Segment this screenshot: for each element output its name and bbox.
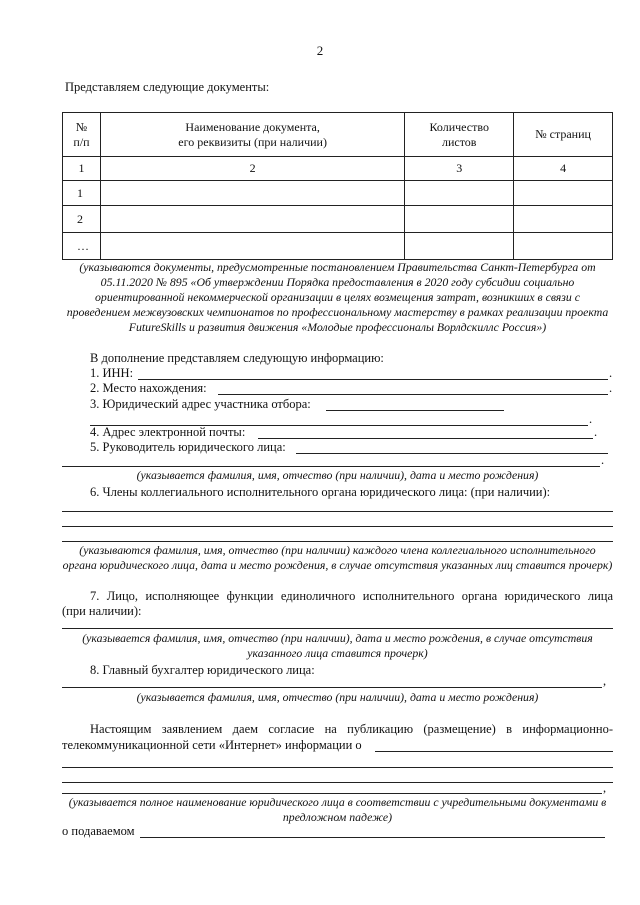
head-label: 5. Руководитель юридического лица:	[90, 440, 286, 454]
accountant-field[interactable]	[62, 687, 602, 688]
table-cell[interactable]	[100, 181, 404, 206]
inn-label: 1. ИНН:	[90, 366, 134, 380]
punctuation: .	[609, 381, 613, 395]
table-cell: 2	[100, 157, 404, 181]
table-cell[interactable]	[100, 233, 404, 260]
inn-field[interactable]	[138, 379, 608, 380]
table-cell: 1	[63, 181, 101, 206]
punctuation: .	[601, 453, 605, 467]
table-cell[interactable]	[405, 206, 514, 233]
punctuation: .	[594, 425, 598, 439]
table-row	[63, 206, 613, 233]
organization-name-field-line[interactable]	[62, 767, 613, 768]
table-cell[interactable]	[514, 206, 613, 233]
header-page-numbers: № страниц	[514, 113, 613, 157]
accountant-label: 8. Главный бухгалтер юридического лица:	[90, 663, 315, 677]
legal-address-label: 3. Юридический адрес участника отбора:	[90, 397, 311, 411]
table-cell: 3	[405, 157, 514, 181]
board-note: (указываются фамилия, имя, отчество (при наличии) каждого члена коллегиального исполнительного органа юридического лица, дата и место рождения, в случае отсутствия указанных лиц ставится прочерк)	[62, 543, 613, 572]
sole-executive-label: 7. Лицо, исполняющее функции единоличного исполнительного органа юридического лица	[90, 589, 613, 603]
sole-executive-field[interactable]	[62, 628, 613, 629]
head-field[interactable]	[296, 453, 608, 454]
board-field-line[interactable]	[62, 526, 613, 527]
legal-address-field[interactable]	[326, 410, 504, 411]
table-note: (указываются документы, предусмотренные постановлением Правительства Санкт-Петербурга от 05.11.2020 № 895 «Об утверждении Порядка предоставления в 2020 году субсидии социально ориентированной некоммерческой организации в целях возмещения затрат, возникших в связи с проведением межвузовских чемпионатов по профессиональному мастерству в рамках реализации проекта FutureSkills и развития движения «Молодые профессионалы Ворлдскиллс Россия»)	[66, 260, 609, 334]
head-field-continued[interactable]	[62, 466, 600, 467]
board-field-line[interactable]	[62, 511, 613, 512]
table-index-row	[63, 157, 613, 181]
organization-name-field-line[interactable]	[62, 782, 613, 783]
consent-note: (указывается полное наименование юридического лица в соответствии с учредительными документами в предложном падеже)	[68, 795, 607, 824]
submitted-label: о подаваемом	[62, 824, 135, 838]
organization-name-field-line[interactable]	[62, 793, 602, 794]
table-cell[interactable]	[514, 181, 613, 206]
submitted-field[interactable]	[140, 837, 605, 838]
punctuation: ,	[603, 674, 607, 688]
header-number: № п/п	[63, 113, 101, 157]
head-note: (указывается фамилия, имя, отчество (при наличии), дата и место рождения)	[136, 468, 539, 482]
documents-intro: Представляем следующие документы:	[65, 80, 270, 94]
table-cell: …	[63, 233, 101, 260]
punctuation: ,	[603, 781, 607, 795]
table-cell[interactable]	[100, 206, 404, 233]
location-field[interactable]	[218, 394, 608, 395]
board-field-line[interactable]	[62, 541, 613, 542]
header-sheet-count: Количество листов	[405, 113, 514, 157]
table-header-row	[63, 113, 613, 157]
consent-text: Настоящим заявлением даем согласие на публикацию (размещение) в информационно-	[90, 722, 613, 736]
additional-info-intro: В дополнение представляем следующую информацию:	[90, 351, 384, 365]
table-cell: 4	[514, 157, 613, 181]
sole-executive-label-continued: (при наличии):	[62, 604, 142, 618]
consent-text-continued: телекоммуникационной сети «Интернет» информации о	[62, 738, 362, 752]
table-cell: 1	[63, 157, 101, 181]
punctuation: .	[589, 412, 593, 426]
board-label: 6. Члены коллегиального исполнительного органа юридического лица: (при наличии):	[90, 485, 551, 499]
page-number: 2	[316, 43, 324, 58]
sole-executive-note: (указывается фамилия, имя, отчество (при наличии), дата и место рождения, в случае отсутствия указанного лица ставится прочерк)	[82, 631, 593, 660]
location-label: 2. Место нахождения:	[90, 381, 207, 395]
table-cell[interactable]	[514, 233, 613, 260]
punctuation: .	[609, 366, 613, 380]
documents-table	[62, 112, 613, 260]
table-row	[63, 181, 613, 206]
email-field[interactable]	[258, 438, 593, 439]
table-cell[interactable]	[405, 181, 514, 206]
email-label: 4. Адрес электронной почты:	[90, 425, 246, 439]
organization-name-field[interactable]	[375, 751, 613, 752]
table-row	[63, 233, 613, 260]
table-cell[interactable]	[405, 233, 514, 260]
accountant-note: (указывается фамилия, имя, отчество (при наличии), дата и место рождения)	[136, 690, 539, 704]
table-cell: 2	[63, 206, 101, 233]
header-doc-name: Наименование документа, его реквизиты (при наличии)	[100, 113, 404, 157]
